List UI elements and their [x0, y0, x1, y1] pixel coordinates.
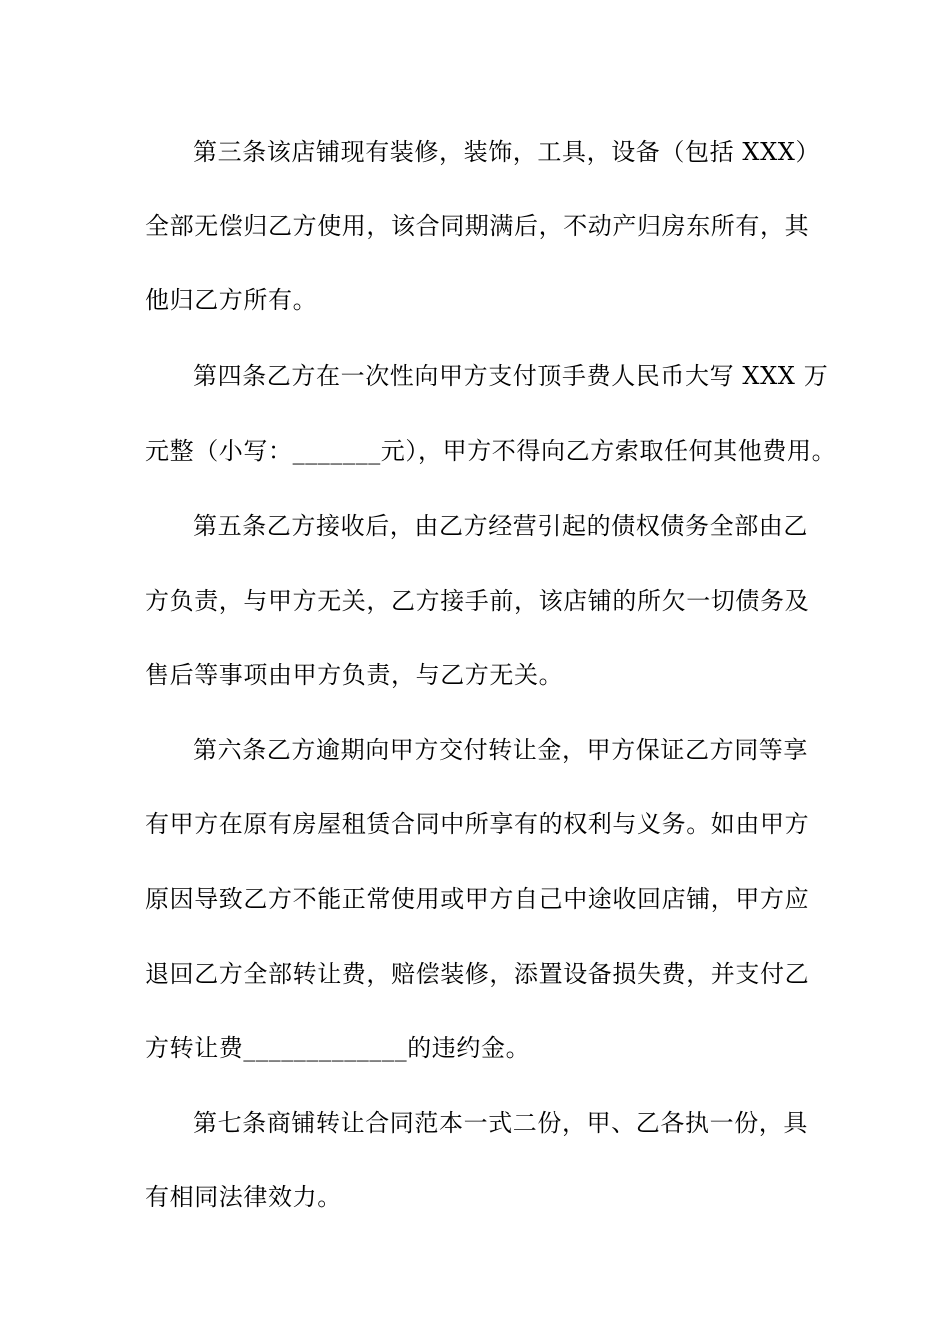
- article-4-line-1: 第四条乙方在一次性向甲方支付顶手费人民币大写 XXX 万: [193, 362, 829, 390]
- article-4-line-2: 元整（小写：_______元），甲方不得向乙方索取任何其他费用。: [145, 437, 837, 465]
- article-5-line-2: 方负责，与甲方无关，乙方接手前，该店铺的所欠一切债务及: [145, 587, 810, 615]
- article-5-line-3: 售后等事项由甲方负责，与乙方无关。: [145, 661, 564, 689]
- article-3-line-3: 他归乙方所有。: [145, 286, 318, 314]
- article-6-line-1: 第六条乙方逾期向甲方交付转让金，甲方保证乙方同等享: [193, 736, 808, 764]
- article-7-line-2: 有相同法律效力。: [145, 1183, 342, 1211]
- article-3-line-2: 全部无偿归乙方使用，该合同期满后，不动产归房东所有，其: [145, 212, 810, 240]
- article-6-line-5: 方转让费_____________的违约金。: [145, 1034, 531, 1062]
- article-6-line-3: 原因导致乙方不能正常使用或甲方自己中途收回店铺，甲方应: [145, 885, 810, 913]
- article-6-line-2: 有甲方在原有房屋租赁合同中所享有的权利与义务。如由甲方: [145, 810, 810, 838]
- article-5-line-1: 第五条乙方接收后，由乙方经营引起的债权债务全部由乙: [193, 512, 808, 540]
- article-7-line-1: 第七条商铺转让合同范本一式二份，甲、乙各执一份，具: [193, 1109, 808, 1137]
- article-3-line-1: 第三条该店铺现有装修，装饰，工具，设备（包括 XXX）: [193, 138, 821, 166]
- article-6-line-4: 退回乙方全部转让费，赔偿装修，添置设备损失费，并支付乙: [145, 960, 810, 988]
